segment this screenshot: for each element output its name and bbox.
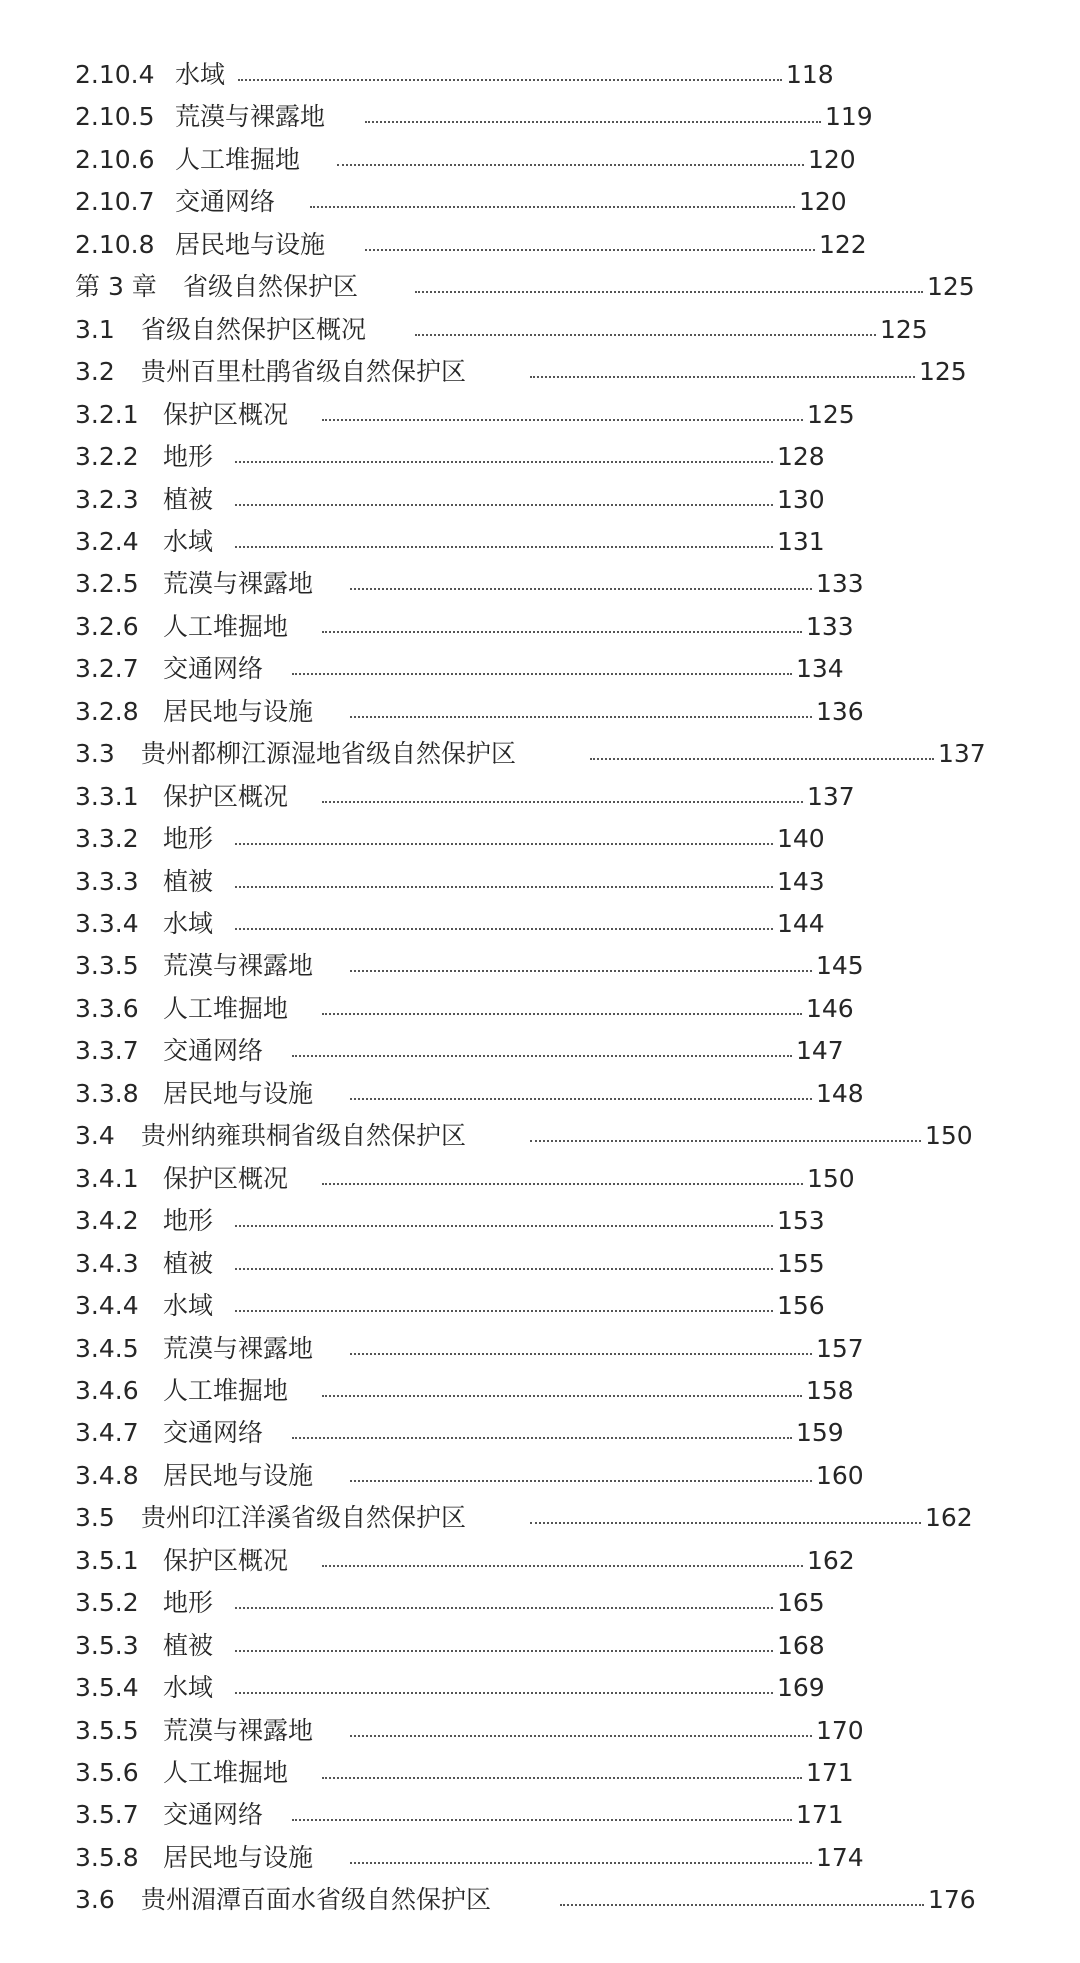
dot-leader: [235, 928, 773, 930]
toc-entry-page-number: 119: [825, 102, 873, 132]
toc-subsection-entry[interactable]: [0, 1543, 1080, 1579]
toc-entry-number: 3.2.1: [75, 399, 139, 429]
toc-entry-page-number: 140: [777, 824, 825, 854]
toc-subsection-entry[interactable]: [0, 1415, 1080, 1451]
toc-entry-page-number: 143: [777, 866, 825, 896]
toc-entry-number: 3.3.8: [75, 1078, 139, 1108]
toc-entry-number: 3.4.7: [75, 1418, 139, 1448]
toc-subsection-entry[interactable]: [0, 1670, 1080, 1706]
toc-entry-title: 水域: [163, 526, 214, 556]
toc-entry-page-number: 170: [816, 1715, 864, 1745]
toc-entry-page-number: 131: [777, 526, 825, 556]
toc-entry-title: 交通网络: [163, 654, 264, 684]
toc-entry-page-number: 146: [806, 993, 854, 1023]
toc-section-entry[interactable]: [0, 354, 1080, 390]
toc-entry-page-number: 120: [808, 144, 856, 174]
toc-entry-number: 3.5.1: [75, 1545, 139, 1575]
toc-subsection-entry[interactable]: [0, 99, 1080, 135]
toc-entry-title: 保护区概况: [163, 1545, 289, 1575]
dot-leader: [322, 801, 803, 803]
toc-entry-page-number: 160: [816, 1460, 864, 1490]
dot-leader: [235, 886, 773, 888]
toc-entry-title: 植被: [163, 1248, 214, 1278]
toc-entry-number: 3.2.8: [75, 696, 139, 726]
toc-entry-page-number: 133: [806, 611, 854, 641]
toc-subsection-entry[interactable]: [0, 948, 1080, 984]
toc-entry-page-number: 168: [777, 1630, 825, 1660]
toc-entry-number: 2.10.8: [75, 229, 155, 259]
toc-entry-title: 荒漠与裸露地: [163, 569, 314, 599]
dot-leader: [350, 1480, 812, 1482]
toc-subsection-entry[interactable]: [0, 1033, 1080, 1069]
toc-entry-page-number: 120: [799, 187, 847, 217]
dot-leader: [365, 121, 821, 123]
dot-leader: [322, 1183, 803, 1185]
toc-entry-page-number: 171: [796, 1800, 844, 1830]
dot-leader: [322, 1013, 802, 1015]
toc-entry-title: 贵州百里杜鹃省级自然保护区: [141, 357, 467, 387]
toc-subsection-entry[interactable]: [0, 1161, 1080, 1197]
toc-entry-title: 居民地与设施: [163, 1078, 314, 1108]
toc-entry-page-number: 145: [816, 951, 864, 981]
toc-subsection-entry[interactable]: [0, 1331, 1080, 1367]
toc-entry-number: 3.3.2: [75, 824, 139, 854]
toc-entry-page-number: 147: [796, 1036, 844, 1066]
toc-entry-page-number: 162: [807, 1545, 855, 1575]
toc-entry-number: 3.4: [75, 1121, 115, 1151]
dot-leader: [235, 546, 773, 548]
toc-subsection-entry[interactable]: [0, 1246, 1080, 1282]
toc-entry-title: 交通网络: [163, 1036, 264, 1066]
toc-entry-number: 3.2.5: [75, 569, 139, 599]
dot-leader: [292, 1437, 792, 1439]
toc-section-entry[interactable]: [0, 1118, 1080, 1154]
dot-leader: [530, 376, 915, 378]
dot-leader: [235, 1692, 773, 1694]
toc-subsection-entry[interactable]: [0, 651, 1080, 687]
toc-entry-title: 人工堆掘地: [163, 611, 289, 641]
toc-subsection-entry[interactable]: [0, 1373, 1080, 1409]
toc-entry-number: 3.5.7: [75, 1800, 139, 1830]
toc-entry-page-number: 125: [880, 314, 928, 344]
dot-leader: [350, 1862, 812, 1864]
toc-entry-number: 3.2: [75, 357, 115, 387]
toc-entry-number: 3.2.3: [75, 484, 139, 514]
toc-entry-number: 3.1: [75, 314, 115, 344]
toc-entry-number: 3.2.7: [75, 654, 139, 684]
toc-entry-title: 居民地与设施: [163, 1460, 314, 1490]
toc-subsection-entry[interactable]: [0, 397, 1080, 433]
toc-section-entry[interactable]: [0, 1882, 1080, 1918]
toc-entry-number: 3.2.4: [75, 526, 139, 556]
toc-subsection-entry[interactable]: [0, 1840, 1080, 1876]
toc-entry-title: 荒漠与裸露地: [163, 951, 314, 981]
toc-entry-page-number: 130: [777, 484, 825, 514]
toc-entry-title: 植被: [163, 1630, 214, 1660]
dot-leader: [350, 1735, 812, 1737]
dot-leader: [365, 249, 815, 251]
toc-section-entry[interactable]: [0, 1500, 1080, 1536]
toc-subsection-entry[interactable]: [0, 566, 1080, 602]
toc-entry-page-number: 174: [816, 1842, 864, 1872]
dot-leader: [310, 206, 795, 208]
toc-subsection-entry[interactable]: [0, 142, 1080, 178]
toc-subsection-entry[interactable]: [0, 482, 1080, 518]
toc-entry-page-number: 118: [786, 60, 834, 89]
toc-entry-number: 3.3.6: [75, 993, 139, 1023]
toc-entry-title: 贵州都柳江源湿地省级自然保护区: [141, 739, 517, 769]
toc-entry-page-number: 159: [796, 1418, 844, 1448]
toc-entry-page-number: 155: [777, 1248, 825, 1278]
toc-entry-number: 3.3.7: [75, 1036, 139, 1066]
toc-subsection-entry[interactable]: [0, 227, 1080, 263]
toc-subsection-entry[interactable]: [0, 1076, 1080, 1112]
toc-entry-number: 3.2.2: [75, 442, 139, 472]
toc-entry-number: 第 3 章: [75, 272, 157, 302]
dot-leader: [235, 1268, 773, 1270]
toc-entry-number: 3.5.6: [75, 1758, 139, 1787]
toc-entry-title: 贵州印江洋溪省级自然保护区: [141, 1503, 467, 1533]
toc-entry-page-number: 157: [816, 1333, 864, 1363]
toc-entry-title: 水域: [163, 909, 214, 938]
toc-entry-title: 人工堆掘地: [163, 1375, 289, 1405]
toc-entry-page-number: 171: [806, 1758, 854, 1787]
dot-leader: [292, 1055, 792, 1057]
toc-entry-title: 贵州湄潭百面水省级自然保护区: [141, 1885, 492, 1915]
toc-subsection-entry[interactable]: [0, 906, 1080, 942]
toc-entry-number: 3.5.4: [75, 1673, 139, 1703]
toc-entry-number: 3.5.5: [75, 1715, 139, 1745]
toc-entry-page-number: 156: [777, 1291, 825, 1321]
toc-entry-title: 交通网络: [163, 1418, 264, 1448]
toc-entry-title: 贵州纳雍珙桐省级自然保护区: [141, 1121, 467, 1151]
toc-subsection-entry[interactable]: [0, 439, 1080, 475]
toc-subsection-entry[interactable]: [0, 1755, 1080, 1791]
dot-leader: [350, 970, 812, 972]
toc-entry-number: 3.2.6: [75, 611, 139, 641]
toc-entry-number: 3.3: [75, 739, 115, 769]
toc-entry-page-number: 148: [816, 1078, 864, 1108]
toc-subsection-entry[interactable]: [0, 1288, 1080, 1324]
toc-subsection-entry[interactable]: [0, 1458, 1080, 1494]
toc-entry-number: 3.3.5: [75, 951, 139, 981]
toc-subsection-entry[interactable]: [0, 1203, 1080, 1239]
toc-entry-title: 地形: [163, 442, 214, 472]
toc-entry-title: 省级自然保护区: [183, 272, 359, 302]
toc-entry-title: 地形: [163, 1206, 214, 1236]
dot-leader: [322, 1565, 803, 1567]
toc-entry-page-number: 150: [925, 1121, 973, 1151]
toc-entry-title: 保护区概况: [163, 1163, 289, 1193]
toc-entry-number: 3.5.2: [75, 1588, 139, 1618]
dot-leader: [530, 1522, 921, 1524]
toc-entry-page-number: 125: [807, 399, 855, 429]
toc-entry-number: 3.3.3: [75, 866, 139, 896]
toc-entry-number: 3.4.2: [75, 1206, 139, 1236]
toc-entry-title: 荒漠与裸露地: [175, 102, 326, 132]
toc-entry-title: 荒漠与裸露地: [163, 1715, 314, 1745]
toc-entry-title: 水域: [175, 60, 226, 89]
dot-leader: [350, 588, 812, 590]
toc-subsection-entry[interactable]: [0, 184, 1080, 220]
dot-leader: [238, 79, 782, 81]
toc-entry-page-number: 122: [819, 229, 867, 259]
dot-leader: [235, 843, 773, 845]
dot-leader: [235, 1607, 773, 1609]
toc-subsection-entry[interactable]: [0, 821, 1080, 857]
toc-entry-title: 地形: [163, 1588, 214, 1618]
dot-leader: [350, 716, 812, 718]
toc-entry-number: 2.10.4: [75, 60, 155, 89]
dot-leader: [235, 1225, 773, 1227]
toc-entry-number: 3.4.8: [75, 1460, 139, 1490]
dot-leader: [322, 1395, 802, 1397]
toc-entry-page-number: 137: [807, 781, 855, 811]
toc-entry-title: 人工堆掘地: [163, 993, 289, 1023]
toc-entry-page-number: 125: [927, 272, 975, 302]
dot-leader: [235, 1310, 773, 1312]
toc-subsection-entry[interactable]: [0, 1585, 1080, 1621]
toc-entry-title: 省级自然保护区概况: [141, 314, 367, 344]
toc-entry-number: 3.4.1: [75, 1163, 139, 1193]
dot-leader: [415, 334, 876, 336]
toc-entry-title: 交通网络: [163, 1800, 264, 1830]
dot-leader: [235, 1650, 773, 1652]
toc-subsection-entry[interactable]: [0, 524, 1080, 560]
toc-entry-title: 交通网络: [175, 187, 276, 217]
toc-entry-page-number: 134: [796, 654, 844, 684]
toc-entry-page-number: 150: [807, 1163, 855, 1193]
dot-leader: [322, 631, 802, 633]
dot-leader: [235, 504, 773, 506]
toc-entry-number: 3.3.4: [75, 909, 139, 938]
toc-entry-page-number: 169: [777, 1673, 825, 1703]
dot-leader: [292, 1819, 792, 1821]
dot-leader: [322, 419, 803, 421]
toc-entry-number: 2.10.6: [75, 144, 155, 174]
toc-entry-number: 3.4.6: [75, 1375, 139, 1405]
toc-entry-title: 植被: [163, 484, 214, 514]
toc-entry-page-number: 128: [777, 442, 825, 472]
toc-entry-page-number: 125: [919, 357, 967, 387]
toc-entry-number: 3.5.8: [75, 1842, 139, 1872]
dot-leader: [350, 1098, 812, 1100]
toc-entry-page-number: 133: [816, 569, 864, 599]
toc-entry-title: 居民地与设施: [163, 696, 314, 726]
toc-entry-title: 人工堆掘地: [175, 144, 301, 174]
toc-entry-page-number: 136: [816, 696, 864, 726]
toc-subsection-entry[interactable]: [0, 609, 1080, 645]
toc-section-entry[interactable]: [0, 312, 1080, 348]
toc-entry-number: 3.4.5: [75, 1333, 139, 1363]
toc-entry-title: 荒漠与裸露地: [163, 1333, 314, 1363]
toc-entry-page-number: 165: [777, 1588, 825, 1618]
toc-entry-page-number: 153: [777, 1206, 825, 1236]
toc-subsection-entry[interactable]: [0, 1628, 1080, 1664]
toc-entry-number: 3.5.3: [75, 1630, 139, 1660]
dot-leader: [292, 673, 792, 675]
toc-entry-number: 3.5: [75, 1503, 115, 1533]
toc-entry-page-number: 176: [928, 1885, 976, 1915]
toc-entry-number: 2.10.5: [75, 102, 155, 132]
toc-subsection-entry[interactable]: [0, 779, 1080, 815]
toc-subsection-entry[interactable]: [0, 1797, 1080, 1833]
dot-leader: [337, 164, 804, 166]
toc-entry-title: 保护区概况: [163, 781, 289, 811]
toc-chapter-entry[interactable]: [0, 269, 1080, 305]
toc-entry-title: 地形: [163, 824, 214, 854]
toc-entry-title: 居民地与设施: [163, 1842, 314, 1872]
toc-section-entry[interactable]: [0, 736, 1080, 772]
toc-subsection-entry[interactable]: [0, 991, 1080, 1027]
dot-leader: [590, 758, 934, 760]
toc-entry-page-number: 162: [925, 1503, 973, 1533]
toc-entry-number: 3.4.3: [75, 1248, 139, 1278]
dot-leader: [415, 291, 923, 293]
toc-subsection-entry[interactable]: [0, 57, 1080, 93]
toc-subsection-entry[interactable]: [0, 694, 1080, 730]
toc-entry-title: 植被: [163, 866, 214, 896]
toc-entry-title: 居民地与设施: [175, 229, 326, 259]
dot-leader: [235, 461, 773, 463]
toc-subsection-entry[interactable]: [0, 1713, 1080, 1749]
dot-leader: [350, 1353, 812, 1355]
toc-entry-page-number: 144: [777, 909, 825, 938]
toc-entry-title: 保护区概况: [163, 399, 289, 429]
toc-entry-title: 水域: [163, 1291, 214, 1321]
toc-subsection-entry[interactable]: [0, 864, 1080, 900]
dot-leader: [560, 1904, 924, 1906]
dot-leader: [322, 1777, 802, 1779]
toc-entry-number: 2.10.7: [75, 187, 155, 217]
toc-entry-title: 水域: [163, 1673, 214, 1703]
dot-leader: [530, 1140, 921, 1142]
toc-entry-page-number: 137: [938, 739, 986, 769]
toc-entry-number: 3.4.4: [75, 1291, 139, 1321]
toc-entry-title: 人工堆掘地: [163, 1758, 289, 1787]
toc-entry-number: 3.3.1: [75, 781, 139, 811]
toc-entry-page-number: 158: [806, 1375, 854, 1405]
toc-entry-number: 3.6: [75, 1885, 115, 1915]
